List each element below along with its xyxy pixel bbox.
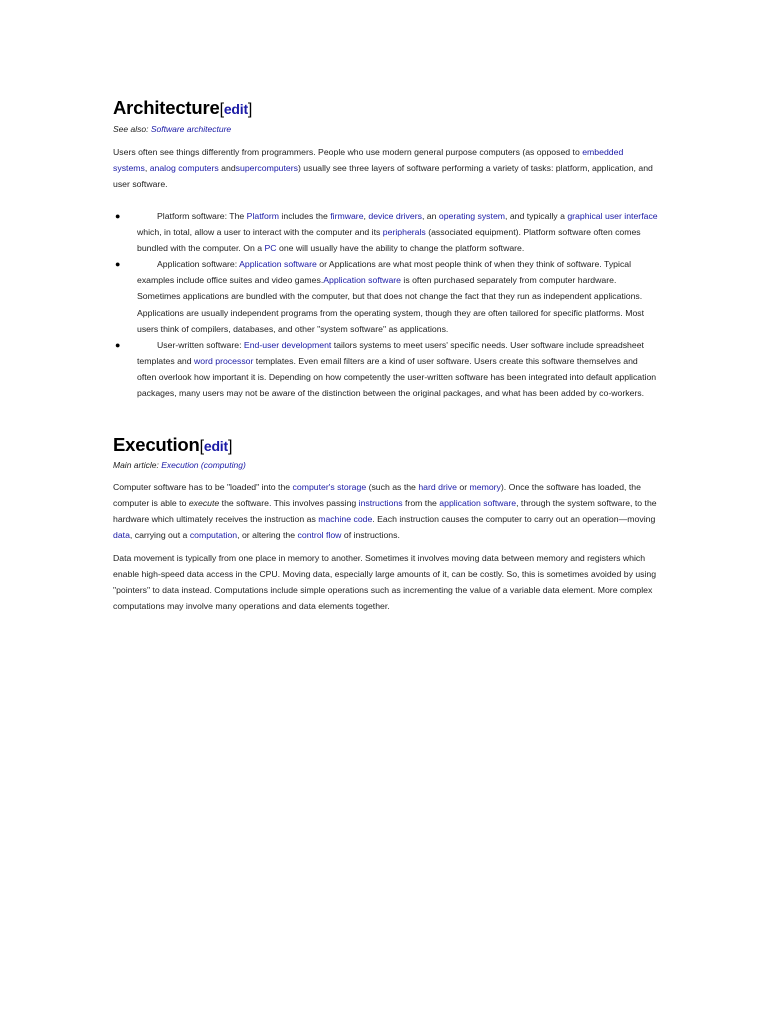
architecture-heading [113,96,658,122]
execution-paragraph-1 [113,479,658,543]
bullet-icon: ● [115,259,121,270]
computers-storage-link[interactable]: computer's storage [292,482,367,492]
bullet-icon: ● [115,339,121,350]
device-drivers-link[interactable]: device drivers [368,211,422,221]
data-link[interactable]: data [113,530,130,541]
item-text: Platform software: The [157,211,247,221]
para-text: , carrying out a [129,530,190,541]
para-text: , through the system software, to the hardware which ultimately receives the instruction as [113,498,657,525]
gui-link[interactable]: graphical user interface [567,211,658,221]
para-text: , or altering the [237,530,298,541]
list-item-application [113,256,658,336]
execution-main-article [113,458,658,472]
item-text: is often purchased separately from computer hardware. Sometimes applications are bundled with the computer, but that does not change the fact that they run as independent applications. Applications are usually independent programs from the operating system, though they are often tailored for specific platforms. Most users think of compilers, databases, and other "system software" as applications. [137,275,645,334]
embedded-systems-link[interactable]: embedded systems [113,147,624,174]
supercomputers-link[interactable]: supercomputers [235,163,298,174]
para-text: of instructions. [341,530,400,541]
item-text: , an [421,211,439,221]
architecture-edit-link[interactable]: edit [223,101,248,117]
edit-bracket-open: [ [219,101,224,118]
item-text: tailors systems to meet users' specific needs. User software include spreadsheet templates and [137,339,644,366]
item-text: (associated equipment). Platform software often comes bundled with the computer. On a [137,227,641,254]
para-text: ). Once the software has loaded, the computer is able to [113,482,641,509]
item-text: User-written software: [157,339,244,350]
platform-link[interactable]: Platform [246,211,280,221]
intro-text: ) usually see three layers of software performing a variety of tasks: platform, application, and user software. [113,163,653,190]
item-text: Application software: [157,259,240,270]
architecture-see-also [113,122,658,136]
list-item-user-written [113,337,658,401]
execution-edit-link[interactable]: edit [203,438,228,454]
execution-title: Execution [113,434,200,455]
item-text: templates. Even email filters are a kind of user software. Users create this software themselves and often overlook how important it is. Depending on how competently the user-written software has been integrated into default application packages, many users may not be aware of the distinction between the original packages, and what has been added by co-workers. [137,355,657,399]
item-text: or Applications are what most people think of when they think of software. Typical examples include office suites and video games. [137,259,632,286]
application-software-link-2[interactable]: Application software [323,275,401,286]
architecture-title: Architecture [113,97,220,118]
edit-bracket-close: ] [227,438,233,455]
list-item-platform [113,208,658,256]
para-text: or [456,482,470,492]
para-text: the software. This involves passing [219,498,359,509]
item-text: includes the [279,211,331,221]
item-text: , and typically a [505,211,568,221]
machine-code-link[interactable]: machine code [318,514,373,525]
software-layers-list [113,208,658,401]
intro-text: , [144,163,150,174]
application-software-link-3[interactable]: application software [439,498,517,509]
edit-bracket-open: [ [199,438,204,455]
software-architecture-link[interactable]: Software architecture [150,124,232,134]
pc-link[interactable]: PC [264,243,277,254]
intro-text: Users often see things differently from programmers. People who use modern general purpose computers (as opposed to [113,147,583,157]
application-software-link[interactable]: Application software [239,259,317,270]
item-text: which, in total, allow a user to interact with the computer and its [137,227,383,238]
firmware-link[interactable]: firmware [330,211,364,221]
computation-link[interactable]: computation [189,530,238,541]
edit-bracket-close: ] [247,101,253,118]
architecture-intro [113,144,658,192]
para-text: . Each instruction causes the computer to carry out an operation—moving [372,514,656,525]
analog-computers-link[interactable]: analog computers [149,163,219,174]
intro-text: and [218,163,236,174]
para-text: Computer software has to be "loaded" into the [113,482,293,492]
see-also-label: See also: [113,124,149,134]
instructions-link[interactable]: instructions [358,498,403,509]
execute-emphasis: execute [188,498,220,509]
operating-system-link[interactable]: operating system [438,211,506,221]
word-processor-link[interactable]: word processor [194,355,254,366]
hard-drive-link[interactable]: hard drive [418,482,457,492]
main-article-label: Main article: [113,460,159,470]
bullet-icon: ● [115,211,121,221]
execution-heading [113,433,658,459]
control-flow-link[interactable]: control flow [297,530,342,541]
para-text: from the [402,498,440,509]
item-text: , [363,211,369,221]
memory-link[interactable]: memory [469,482,501,492]
end-user-development-link[interactable]: End-user development [243,339,332,350]
item-text: one will usually have the ability to change the platform software. [276,243,525,254]
execution-computing-link[interactable]: Execution (computing) [161,460,246,470]
peripherals-link[interactable]: peripherals [382,227,426,238]
para-text: (such as the [366,482,419,492]
execution-paragraph-2: Data movement is typically from one place in memory to another. Sometimes it involves moving data between memory and registers which enable high-speed data access in the CPU. Moving data, especially large amounts of it, can be costly. So, this is sometimes avoided by using "pointers" to data instead. Computations include simple operations such as incrementing the value of a variable data element. More complex computations may involve many operations and data elements together. [113,553,657,612]
